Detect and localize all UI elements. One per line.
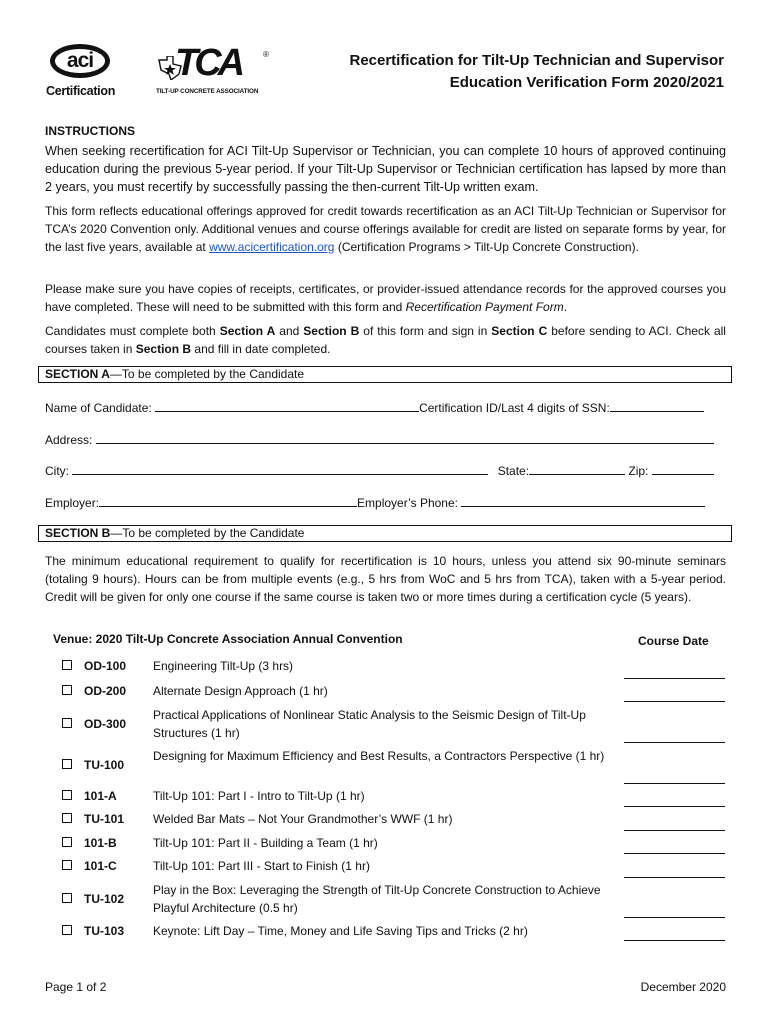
instructions-paragraph-3 xyxy=(45,280,726,316)
course-date-field[interactable] xyxy=(624,783,725,784)
p4-bold-3: Section C xyxy=(491,324,548,338)
course-code: 101-A xyxy=(84,789,117,803)
course-checkbox[interactable] xyxy=(62,860,72,870)
zip-field[interactable] xyxy=(652,462,714,475)
course-checkbox[interactable] xyxy=(62,685,72,695)
course-date-field[interactable] xyxy=(624,853,725,854)
section-a-label: SECTION A xyxy=(45,367,110,381)
footer-date: December 2020 xyxy=(640,980,726,994)
p4-bold-1: Section A xyxy=(219,324,276,338)
p4-bold-4: Section B xyxy=(135,342,192,356)
name-field[interactable] xyxy=(155,399,419,412)
employer-row xyxy=(45,494,705,510)
instructions-paragraph-1: When seeking recertification for ACI Tilt-Up Supervisor or Technician, you can complete 10 hours of approved continuing education during the previous 5-year period. If your Tilt-Up Supervisor or Technician certification has lapsed by more than 2 years, you must recertify by successfully passing the then-current Tilt-Up written exam. xyxy=(45,144,726,194)
p4-text-4: before sending to ACI. Check all courses taken in xyxy=(45,324,726,356)
course-date-field[interactable] xyxy=(624,678,725,679)
course-code: TU-102 xyxy=(84,892,125,906)
p4-text-1: Candidates must complete both xyxy=(45,324,220,338)
p4-bold-2: Section B xyxy=(303,324,360,338)
state-field[interactable] xyxy=(529,462,625,475)
course-code: OD-300 xyxy=(84,717,127,731)
employer-phone-field[interactable] xyxy=(461,494,705,507)
course-code: 101-C xyxy=(84,859,117,873)
course-date-field[interactable] xyxy=(624,940,725,941)
course-name: Keynote: Lift Day – Time, Money and Life Saving Tips and Tricks (2 hr) xyxy=(153,924,528,938)
course-checkbox[interactable] xyxy=(62,759,72,769)
course-date-field[interactable] xyxy=(624,830,725,831)
course-code: TU-101 xyxy=(84,812,125,826)
section-a-description: —To be completed by the Candidate xyxy=(109,367,305,381)
course-checkbox[interactable] xyxy=(62,893,72,903)
title-line-1: Recertification for Tilt-Up Technician and Supervisor xyxy=(349,52,724,69)
course-date-field[interactable] xyxy=(624,877,725,878)
employer-phone-label: Employer’s Phone: xyxy=(357,496,462,510)
course-date-field[interactable] xyxy=(624,742,725,743)
tca-logo-text: TCA xyxy=(175,42,242,84)
paragraph-3-text: Please make sure you have copies of receipts, certificates, or provider-issued attendance records for the approved courses you have completed. These will need to be submitted with this form and xyxy=(45,282,726,314)
employer-field[interactable] xyxy=(99,494,357,507)
address-field[interactable] xyxy=(96,431,714,444)
course-code: 101-B xyxy=(84,836,117,850)
course-code: OD-100 xyxy=(84,659,127,673)
course-name: Tilt-Up 101: Part I - Intro to Tilt-Up (1 hr) xyxy=(153,789,365,803)
course-checkbox[interactable] xyxy=(62,813,72,823)
employer-label: Employer: xyxy=(45,496,100,510)
name-row xyxy=(45,399,704,415)
course-checkbox[interactable] xyxy=(62,660,72,670)
aci-certification-logo xyxy=(46,44,120,102)
course-name: Alternate Design Approach (1 hr) xyxy=(153,684,328,698)
course-checkbox[interactable] xyxy=(62,790,72,800)
course-name: Practical Applications of Nonlinear Static Analysis to the Seismic Design of Tilt-Up Structures (1 hr) xyxy=(153,708,586,740)
payment-form-name: Recertification Payment Form xyxy=(405,300,564,314)
venue-heading: Venue: 2020 Tilt-Up Concrete Association Annual Convention xyxy=(53,632,403,646)
aci-website-link[interactable]: www.acicertification.org xyxy=(209,240,335,254)
address-row xyxy=(45,431,714,447)
p4-text-5: and fill in date completed. xyxy=(191,342,331,356)
instructions-paragraph-4 xyxy=(45,322,726,358)
zip-label: Zip: xyxy=(625,464,652,478)
cert-id-label: Certification ID/Last 4 digits of SSN: xyxy=(419,401,610,415)
city-field[interactable] xyxy=(72,462,488,475)
document-title xyxy=(304,50,724,94)
course-code: TU-103 xyxy=(84,924,125,938)
tca-logo-subtitle: TILT-UP CONCRETE ASSOCIATION xyxy=(156,88,259,95)
instructions-heading: INSTRUCTIONS xyxy=(45,124,135,138)
city-label: City: xyxy=(45,464,73,478)
instructions-paragraph-2 xyxy=(45,202,726,256)
section-b-description: —To be completed by the Candidate xyxy=(110,526,305,540)
course-name: Designing for Maximum Efficiency and Best Results, a Contractors Perspective (1 hr) xyxy=(153,749,605,763)
section-a-header xyxy=(38,366,732,383)
p4-text-2: and xyxy=(275,324,304,338)
course-checkbox[interactable] xyxy=(62,925,72,935)
course-name: Play in the Box: Leveraging the Strength of Tilt-Up Concrete Construction to Achieve Playful Architecture (0.5 hr) xyxy=(153,883,601,915)
cert-id-field[interactable] xyxy=(610,399,704,412)
course-checkbox[interactable] xyxy=(62,837,72,847)
section-b-header xyxy=(38,525,732,542)
paragraph-2-text-end: (Certification Programs > Tilt-Up Concrete Construction). xyxy=(334,240,639,254)
course-name: Tilt-Up 101: Part III - Start to Finish (1 hr) xyxy=(153,859,370,873)
paragraph-2-text: This form reflects educational offerings approved for credit towards recertification as an ACI Tilt-Up Technician or Supervisor for TCA’s 2020 Convention only. Additional venues and course offerings available for credit are listed on separate forms by year, for the last five years, available at xyxy=(45,204,726,254)
section-b-intro: The minimum educational requirement to qualify for recertification is 10 hours, unless you attend six 90-minute seminars (totaling 9 hours). Hours can be from multiple events (e.g., 5 hrs from WoC and 5 hrs from TCA), taken with a 5-year period. Credit will be given for only one course if the same course is taken two or more times during a certification cycle (5 years). xyxy=(45,554,726,604)
address-label: Address: xyxy=(45,433,96,447)
course-code: TU-100 xyxy=(84,758,125,772)
paragraph-3-end: . xyxy=(563,300,568,314)
course-name: Welded Bar Mats – Not Your Grandmother’s WWF (1 hr) xyxy=(153,812,453,826)
course-name: Engineering Tilt-Up (3 hrs) xyxy=(153,659,294,673)
title-line-2: Education Verification Form 2020/2021 xyxy=(449,74,724,91)
course-date-field[interactable] xyxy=(624,701,725,702)
course-code: OD-200 xyxy=(84,684,127,698)
aci-oval-mark xyxy=(50,44,110,78)
course-name: Tilt-Up 101: Part II - Building a Team (1 hr) xyxy=(153,836,378,850)
city-state-zip-row xyxy=(45,462,714,478)
course-date-field[interactable] xyxy=(624,806,725,807)
registered-mark: ® xyxy=(263,50,269,59)
page-number: Page 1 of 2 xyxy=(45,980,107,994)
aci-logo-text: aci xyxy=(66,49,94,72)
section-b-label: SECTION B xyxy=(45,526,111,540)
course-date-field[interactable] xyxy=(624,917,725,918)
name-label: Name of Candidate: xyxy=(45,401,156,415)
p4-text-3: of this form and sign in xyxy=(359,324,492,338)
course-checkbox[interactable] xyxy=(62,718,72,728)
course-date-header: Course Date xyxy=(638,634,709,648)
state-label: State: xyxy=(497,464,530,478)
tca-logo xyxy=(155,42,270,98)
aci-logo-subtitle: Certification xyxy=(46,84,116,98)
